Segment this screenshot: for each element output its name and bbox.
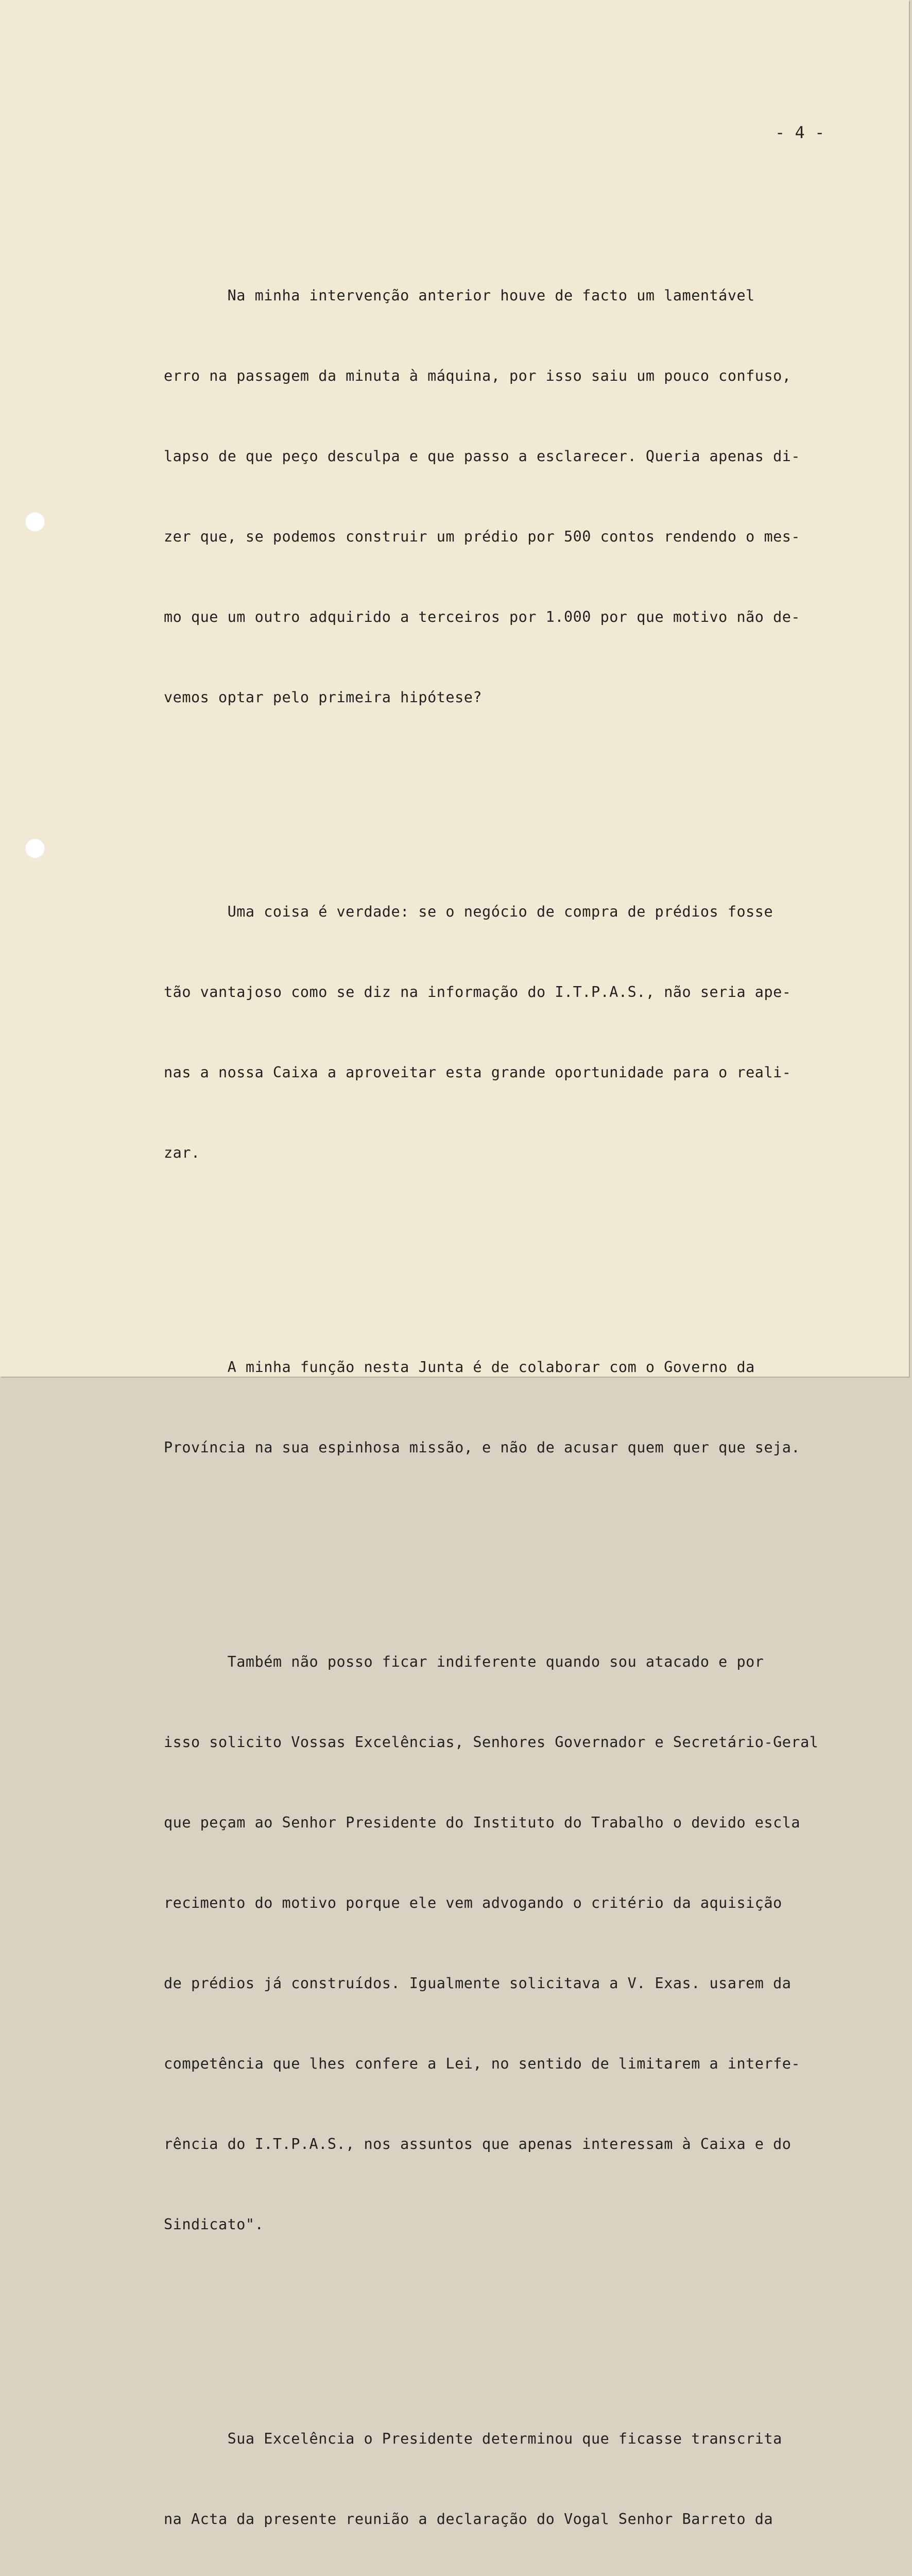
punch-hole [25,838,45,859]
paragraph [164,1595,885,2292]
text-line: Uma coisa é verdade: se o negócio de compra de prédios fosse [164,903,773,920]
text-line: Sua Excelência o Presidente determinou que ficasse transcrita [164,2430,782,2447]
paragraph [164,2372,885,2576]
text-line: nas a nossa Caixa a aproveitar esta grande oportunidade para o reali- [164,1064,791,1081]
page-number: - 4 - [775,123,825,142]
text-line: vemos optar pelo primeira hipótese? [164,689,483,706]
text-line: erro na passagem da minuta à máquina, por isso saiu um pouco confuso, [164,367,791,384]
text-line: Também não posso ficar indiferente quando sou atacado e por [164,1653,764,1670]
text-line: mo que um outro adquirido a terceiros por 1.000 por que motivo não de- [164,608,801,625]
text-line: na Acta da presente reunião a declaração do Vogal Senhor Barreto da [164,2511,773,2528]
text-line: Sindicato". [164,2216,264,2233]
text-line: que peçam ao Senhor Presidente do Instituto do Trabalho o devido escla [164,1814,801,1831]
text-line: Província na sua espinhosa missão, e não de acusar quem quer que seja. [164,1439,801,1456]
text-line: tão vantajoso como se diz na informação do I.T.P.A.S., não seria ape- [164,984,791,1001]
text-line: lapso de que peço desculpa e que passo a esclarecer. Queria apenas di- [164,448,801,465]
text-line: recimento do motivo porque ele vem advogando o critério da aquisição [164,1894,782,1911]
text-line: competência que lhes confere a Lei, no sentido de limitarem a interfe- [164,2055,801,2072]
paragraph [164,1300,885,1515]
text-line: rência do I.T.P.A.S., nos assuntos que apenas interessam à Caixa e do [164,2136,791,2153]
document-body [164,175,885,2576]
paragraph [164,845,885,1220]
text-line: Na minha intervenção anterior houve de facto um lamentável [164,287,755,304]
text-line: zar. [164,1144,200,1161]
text-line: de prédios já construídos. Igualmente solicitava a V. Exas. usarem da [164,1975,791,1992]
paragraph [164,229,885,765]
text-line: isso solicito Vossas Excelências, Senhores Governador e Secretário-Geral [164,1734,819,1751]
text-line: zer que, se podemos construir um prédio por 500 contos rendendo o mes- [164,528,801,545]
text-line: A minha função nesta Junta é de colaborar com o Governo da [164,1359,755,1376]
punch-hole [25,512,45,532]
